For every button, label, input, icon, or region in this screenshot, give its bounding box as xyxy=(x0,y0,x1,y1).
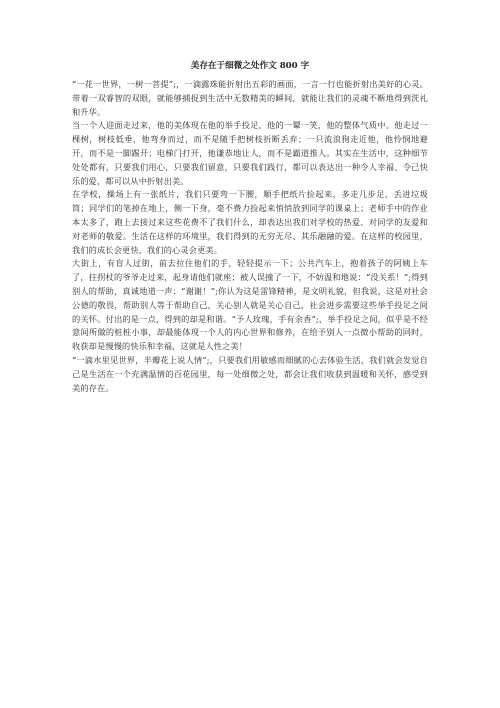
paragraph-4: 大街上，有盲人过街，前去拉住他们的手，轻轻提示一下；公共汽车上，抱着孩子的阿姨上车了，拄拐杖的爷爷走过来，起身请他们就座；被人误撞了一下，不妨温和地说：“没关系！”;得到别人的帮助，真诚地道一声：“谢谢！”;你认为这是雷锋精神，是文明礼貌，但我说，这是对社会公德的敬畏，帮助别人等于帮助自己，关心别人就是关心自己，社会进步需要这些举手投足之间的关怀。付出的是一点，得到的却是和谐。“予人玫瑰，手有余香”;，举手投足之间，似乎是不经意间所做的桩桩小事，却最能体现一个人的内心世界和修养，在给予别人一点微小帮助的同时，收获却是慢慢的快乐和幸福，这就是人性之美！ xyxy=(72,258,428,352)
document-page xyxy=(72,60,428,395)
paragraph-5: “一滴水里见世界，半瓣花上说人情”;，只要我们用敏感而细腻的心去体验生活，我们就会发觉自己是生活在一个充满温情的百花园里，每一处细微之处，都会让我们收获到温暖和关怀，感受到美的存在。 xyxy=(72,354,428,393)
paragraph-3: 在学校，操场上有一张纸片，我们只要弯一下腰，顺手把纸片捡起来，多走几步足，丢进垃圾筒；同学们的笔掉在地上，侧一下身，毫不费力捡起来悄悄放到同学的课桌上；老师手中的作业本太多了，跑上去接过来这些花费不了我们什么，却表达出我们对学校的热爱、对同学的友爱和对老师的敬爱。生活在这样的环境里，我们得到的无穷无尽、其乐融融的爱。在这样的校园里，我们的成长会更快，我们的心灵会更美。 xyxy=(72,189,428,255)
paragraph-1: “一花一世界，一树一菩提”;，一滴露珠能折射出五彩的画面，一言一行也能折射出美好的心灵。带着一双睿智的双眼，就能够捕捉到生活中无数精美的瞬间，就能让我们的灵魂不断地得到洗礼和升华。 xyxy=(72,79,428,117)
paragraph-2: 当一个人迎面走过来，他的美体现在他的举手投足，他的一颦一笑，他的整体气质中。他走过一棵树，树枝低垂，他弯身而过，而不是随手把树枝折断丢弃；一只流浪狗走近他，他怜悯地避开，而不是一脚踢开；电梯门打开，他谦恭地让人，而不是霸道推人。其实在生活中，这种细节处处都有，只要我们用心，只要我们留意，只要我们践行，都可以表达出一种令人幸福、令己快乐的爱，都可以从中折射出美。 xyxy=(72,120,428,186)
document-title: 美存在于细微之处作文 800 字 xyxy=(190,61,310,71)
